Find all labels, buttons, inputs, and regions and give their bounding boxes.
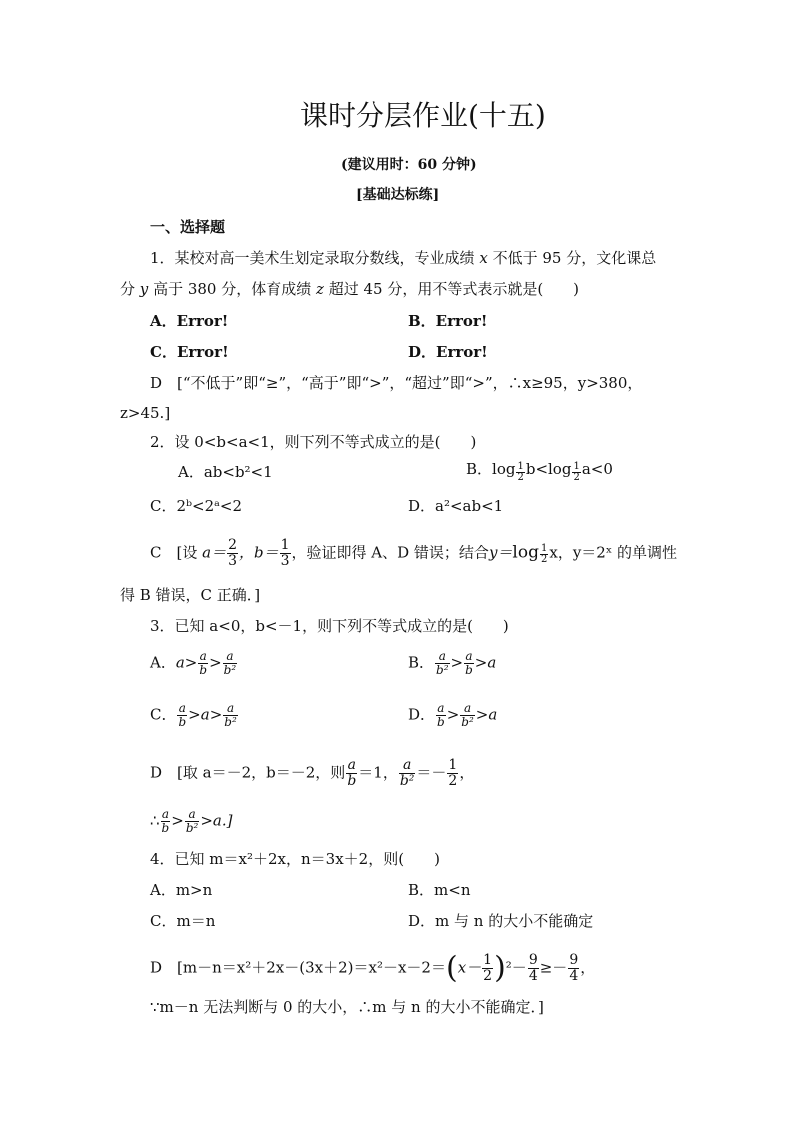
q1-option-a: A．Error! [150,312,229,330]
gt-sign: > [474,653,488,672]
fraction [161,808,171,835]
fraction [516,462,524,483]
q2-answer-line2: 得 B 错误，C 正确．] [120,586,261,604]
numerator: 1 [448,757,458,773]
numerator: 1 [517,461,524,472]
q2-option-b-part: B．log [466,460,516,478]
q2-stem: 2．设 0<b<a<1，则下列不等式成立的是( ) [150,433,477,451]
var-a: a [200,705,210,724]
answer-part: a.] [212,811,233,830]
denominator: 3 [228,553,237,569]
q1-answer-line1: D [“不低于”即“≥”，“高于”即“>”，“超过”即“>”，∴x≥95，y>380， [150,374,643,392]
numerator: 1 [280,537,290,553]
fraction [177,702,187,729]
q2-option-b [466,460,613,483]
q4-option-c: C．m＝n [150,912,216,930]
fraction [572,462,580,483]
numerator: a [199,649,207,663]
denominator: b² [436,663,449,677]
answer-part: ＝1， [358,763,398,782]
fraction [482,953,493,984]
q2-answer-part: C [设 [150,543,198,562]
fraction [568,953,579,984]
fraction [540,544,548,565]
var-a: a [175,653,185,672]
q3-answer-line1 [150,758,474,789]
fraction [223,702,238,729]
q1-var-x: x [479,249,488,267]
answer-part: ， [459,763,475,782]
answer-part: D [取 [150,763,198,782]
answer-part: ， [580,958,596,977]
numerator: a [178,701,186,715]
answer-part: ≥－ [539,958,568,977]
gt-sign: > [446,705,460,724]
page-title: 课时分层作业(十五) [300,99,546,132]
numerator: 9 [569,952,579,968]
fraction [227,538,238,569]
answer-part: x－ [457,958,482,977]
numerator: a [435,650,450,664]
denominator: b [199,663,208,677]
q1-var-z: z [316,280,324,298]
option-label: A． [150,653,176,672]
q1-stem-part: 1．某校对高一美术生划定录取分数线，专业成绩 [150,249,475,267]
numerator: 2 [228,537,237,553]
section-heading: 一、选择题 [150,218,226,236]
numerator: a [460,702,475,716]
therefore-symbol: ∴ [150,811,160,830]
option-label: C． [150,705,177,724]
q1-stem-part: 超过 45 分，用不等式表示就是( ) [328,280,580,298]
q2-option-a: A．ab<b²<1 [178,463,273,481]
var-a: a [488,705,498,724]
answer-part: a＝－2，b＝－2，则 [202,763,346,782]
numerator: a [161,807,169,821]
q3-option-c [150,702,239,729]
denominator: b [465,663,473,677]
suggested-time: (建议用时：60 分钟) [341,157,477,173]
numerator: a [223,702,238,716]
left-paren: ( [445,950,458,986]
fraction [528,953,539,984]
q2-answer-part: ，验证即得 A、D 错误；结合 [291,543,489,562]
numerator: 1 [540,542,548,554]
q2-answer-log: log [512,542,539,563]
q1-stem-part: 高于 380 分，体育成绩 [153,280,312,298]
fraction [435,650,450,677]
q4-option-a: A．m>n [150,881,213,899]
fraction [399,758,416,789]
q2-option-d: D．a²<ab<1 [408,497,504,515]
denominator: b² [185,821,199,835]
fraction [460,702,475,729]
gt-sign: > [475,705,489,724]
denominator: b [437,715,445,729]
fraction [185,808,200,835]
q1-stem-part: 分 [120,280,136,298]
gt-sign: > [171,811,184,830]
gt-sign: > [209,705,223,724]
answer-part: D [m－n＝x²＋2x－(3x＋2)＝x²－x－2＝ [150,958,446,977]
q2-option-b-part: a<0 [581,460,613,478]
numerator: a [223,650,238,664]
denominator: 2 [448,773,458,789]
numerator: 9 [528,952,538,968]
fraction [223,650,238,677]
q3-option-d [408,702,497,729]
denominator: b² [223,663,237,677]
denominator: b² [461,715,474,729]
denominator: 2 [540,553,548,565]
q2-answer-part: a＝ [202,543,227,562]
q4-answer-line1 [150,950,596,986]
q1-option-d: D．Error! [408,343,488,361]
q2-answer-part: x，y＝2ˣ 的单调性 [549,543,677,562]
numerator: a [399,758,416,774]
numerator: a [185,808,200,822]
gt-sign: > [450,653,464,672]
var-a: a [487,653,497,672]
q2-option-c: C．2ᵇ<2ᵃ<2 [150,497,243,515]
numerator: a [465,649,473,663]
q1-stem-line1 [150,249,656,267]
q3-option-b [408,650,496,677]
denominator: b [178,715,187,729]
fraction [346,758,357,789]
numerator: a [347,757,356,773]
q4-option-b: B．m<n [408,881,471,899]
gt-sign: > [188,705,201,724]
denominator: 2 [483,968,493,984]
denominator: 2 [517,472,524,483]
answer-part: ＝－ [416,763,447,782]
q3-answer-line2 [150,808,232,835]
q1-answer-line2: z>45.] [120,404,171,422]
right-paren: ) [494,950,506,986]
denominator: 4 [528,968,538,984]
q3-option-a [150,650,238,677]
denominator: b² [399,773,415,789]
q1-stem-part: 不低于 95 分，文化课总 [492,249,657,267]
q2-answer-part: ，b＝ [239,543,279,562]
gt-sign: > [209,653,222,672]
numerator: 1 [573,461,580,472]
fraction [280,538,291,569]
q1-option-b: B．Error! [408,312,488,330]
q1-stem-line2 [120,280,579,298]
fraction [436,702,446,729]
q2-answer-line1 [150,538,677,569]
denominator: b [161,821,170,835]
denominator: 2 [573,472,580,483]
denominator: b [347,773,357,789]
fraction [198,650,208,677]
denominator: b² [224,715,237,729]
option-label: D． [408,705,436,724]
q2-answer-part: y＝ [488,543,513,562]
numerator: a [437,701,445,715]
q4-option-d: D．m 与 n 的大小不能确定 [408,912,594,930]
q2-option-b-part: b<log [525,460,572,478]
denominator: 3 [280,553,290,569]
q1-option-c: C．Error! [150,343,229,361]
q4-answer-line2: ∵m－n 无法判断与 0 的大小，∴m 与 n 的大小不能确定．] [150,998,544,1016]
fraction [464,650,474,677]
fraction [447,758,458,789]
denominator: 4 [569,968,579,984]
q4-stem: 4．已知 m＝x²＋2x，n＝3x＋2，则( ) [150,850,440,868]
q1-var-y: y [139,280,149,298]
numerator: 1 [483,952,493,968]
gt-sign: > [184,653,198,672]
answer-part: ²－ [505,958,527,977]
q3-stem: 3．已知 a<0，b<－1，则下列不等式成立的是( ) [150,617,509,635]
section-tag: [基础达标练] [356,187,440,203]
option-label: B． [408,653,435,672]
gt-sign: > [200,811,213,830]
